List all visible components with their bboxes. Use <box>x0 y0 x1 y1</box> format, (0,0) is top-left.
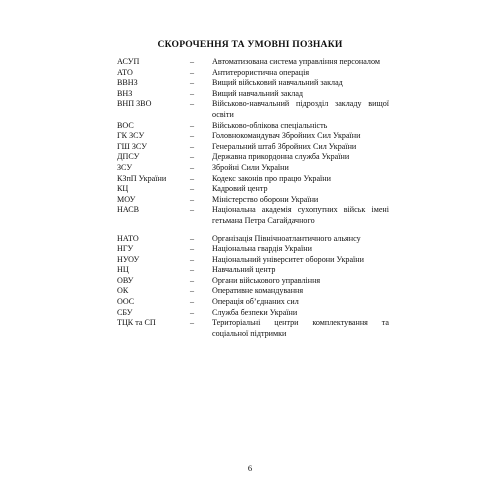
list-item <box>117 78 389 89</box>
separator-dash: – <box>189 141 195 151</box>
list-item <box>117 265 389 276</box>
abbreviation: ОК <box>117 286 129 296</box>
definition: Антитерористична операція <box>212 67 310 77</box>
list-item <box>117 142 389 153</box>
definition: Національна гвардія України <box>212 244 312 254</box>
abbreviation: НАСВ <box>117 205 140 215</box>
abbreviation: КЦ <box>117 184 129 194</box>
definition: Національна академія сухопутних військ імені гетьмана Петра Сагайдачного <box>212 205 389 225</box>
definition: Територіальні центри комплектування та соціальної підтримки <box>212 318 389 338</box>
definition: Вищий навчальний заклад <box>212 88 304 98</box>
list-item <box>117 297 389 308</box>
list-item <box>117 163 389 174</box>
separator-dash: – <box>189 131 195 141</box>
separator-dash: – <box>189 286 195 296</box>
abbreviation: НГУ <box>117 244 134 254</box>
separator-dash: – <box>189 307 195 317</box>
separator-dash: – <box>189 99 195 109</box>
definition: Автоматизована система управління персоналом <box>212 57 380 66</box>
list-item <box>117 276 389 287</box>
definition: Організація Північноатлантичного альянсу <box>212 233 361 243</box>
separator-dash: – <box>189 78 195 88</box>
abbreviation: НЦ <box>117 265 129 275</box>
definition: Військово-облікова спеціальність <box>212 120 328 130</box>
abbreviation: ГК ЗСУ <box>117 131 145 141</box>
abbreviation: АТО <box>117 67 133 77</box>
separator-dash: – <box>189 244 195 254</box>
abbreviation: ВНЗ <box>117 88 133 98</box>
list-item <box>117 255 389 266</box>
abbreviation: ООС <box>117 297 135 307</box>
abbreviation: ЗСУ <box>117 162 133 172</box>
separator-dash: – <box>189 184 195 194</box>
list-item <box>117 205 389 226</box>
list-item <box>117 131 389 142</box>
definition: Головнокомандувач Збройних Сил України <box>212 131 361 141</box>
list-item <box>117 195 389 206</box>
definition: Служба безпеки України <box>212 307 298 317</box>
abbreviation: ОВУ <box>117 275 134 285</box>
separator-dash: – <box>189 265 195 275</box>
definition: Навчальний центр <box>212 265 276 275</box>
definition: Кадровий центр <box>212 184 268 194</box>
abbreviation: ТЦК та СП <box>117 318 156 328</box>
list-item <box>117 121 389 132</box>
abbreviation: КЗпП України <box>117 173 167 183</box>
spacer <box>117 227 389 234</box>
abbreviation: СБУ <box>117 307 133 317</box>
list-item <box>117 318 389 339</box>
abbreviations-list <box>117 57 389 339</box>
separator-dash: – <box>189 194 195 204</box>
page-number: 6 <box>247 463 253 473</box>
definition: Оперативне командування <box>212 286 304 296</box>
abbreviation: ВВНЗ <box>117 78 138 88</box>
definition: Кодекс законів про працю України <box>212 173 331 183</box>
separator-dash: – <box>189 152 195 162</box>
definition: Національний університет оборони України <box>212 254 364 264</box>
separator-dash: – <box>189 67 195 77</box>
list-item <box>117 68 389 79</box>
list-item <box>117 99 389 120</box>
separator-dash: – <box>189 88 195 98</box>
list-item <box>117 152 389 163</box>
definition: Збройні Сили України <box>212 162 289 172</box>
definition: Вищий військовий навчальний заклад <box>212 78 343 88</box>
list-item <box>117 286 389 297</box>
separator-dash: – <box>189 205 195 215</box>
separator-dash: – <box>189 297 195 307</box>
list-item <box>117 244 389 255</box>
abbreviation: ДПСУ <box>117 152 140 162</box>
abbreviation: ВНП ЗВО <box>117 99 152 109</box>
definition: Міністерство оборони України <box>212 194 319 204</box>
definition: Військово-навчальний підрозділ закладу вищої освіти <box>212 99 389 119</box>
list-item <box>117 234 389 245</box>
abbreviation: ГШ ЗСУ <box>117 141 147 151</box>
separator-dash: – <box>189 120 195 130</box>
abbreviation: НУОУ <box>117 254 140 264</box>
list-item <box>117 89 389 100</box>
separator-dash: – <box>189 57 195 66</box>
list-item <box>117 57 389 68</box>
separator-dash: – <box>189 233 195 243</box>
separator-dash: – <box>189 318 195 328</box>
separator-dash: – <box>189 275 195 285</box>
separator-dash: – <box>189 173 195 183</box>
definition: Генеральний штаб Збройних Сил України <box>212 141 357 151</box>
list-item <box>117 308 389 319</box>
definition: Операція об’єднаних сил <box>212 297 299 307</box>
abbreviation: МОУ <box>117 194 136 204</box>
list-item <box>117 174 389 185</box>
definition: Органи військового управління <box>212 275 321 285</box>
separator-dash: – <box>189 162 195 172</box>
page-title: СКОРОЧЕННЯ ТА УМОВНІ ПОЗНАКИ <box>157 39 343 50</box>
abbreviation: ВОС <box>117 120 134 130</box>
list-item <box>117 184 389 195</box>
definition: Державна прикордонна служба України <box>212 152 350 162</box>
abbreviation: НАТО <box>117 233 139 243</box>
abbreviation: АСУП <box>117 57 140 66</box>
separator-dash: – <box>189 254 195 264</box>
